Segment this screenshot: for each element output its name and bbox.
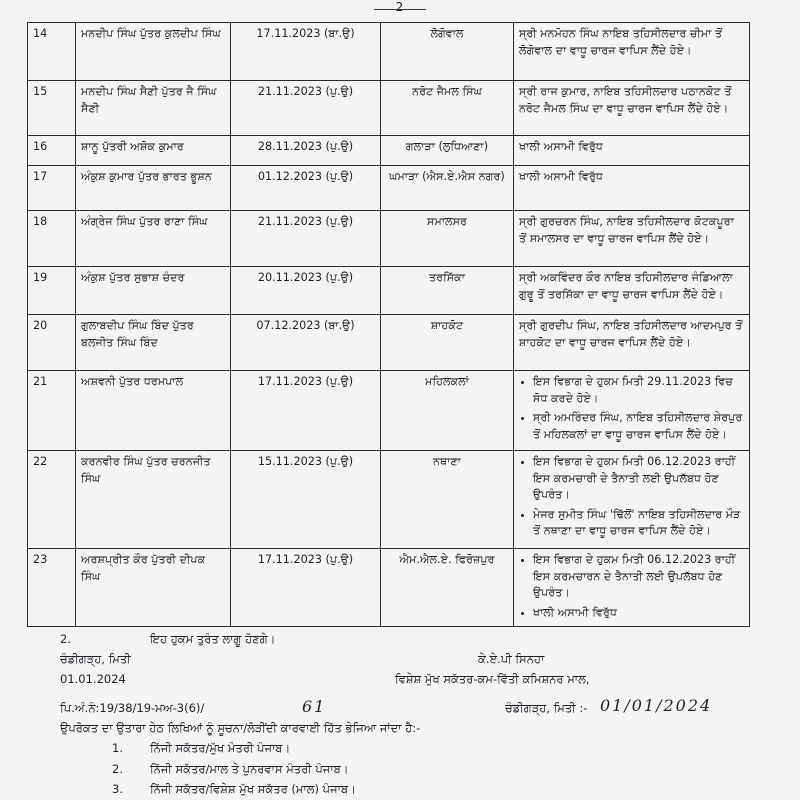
remark-text: ਸ੍ਰੀ ਗੁਰਦੀਪ ਸਿੰਘ, ਨਾਇਬ ਤਹਿਸੀਲਦਾਰ ਆਦਮਪੁਰ ਤੋਂ ਸ਼ਾਹਕੋਟ ਦਾ ਵਾਧੂ ਚਾਰਜ ਵਾਪਿਸ ਲੈਂਦੇ ਹੋਏ। [519, 319, 743, 349]
page-number: 2 [360, 0, 440, 14]
posting-place: ਸਮਾਲਸਰ [381, 211, 514, 267]
posting-place: ਨਰੋਟ ਜੈਮਲ ਸਿੰਘ [381, 81, 514, 136]
posting-place: ਗਲਾੜਾ (ਲੁਧਿਆਣਾ) [381, 136, 514, 166]
employee-name: ਮਨਦੀਪ ਸਿੰਘ ਸੈਣੀ ਪੁੱਤਰ ਜੈ ਸਿੰਘ ਸੈਣੀ [76, 81, 231, 136]
table-row [28, 267, 750, 315]
table-row [28, 371, 750, 451]
reference-place-date-label: ਚੰਡੀਗੜ੍ਹ, ਮਿਤੀ :- [505, 701, 588, 715]
joining-date: 07.12.2023 (ਬਾ.ਉ) [231, 315, 381, 371]
para-number: 2. [60, 632, 71, 646]
recipient-3-text: ਨਿੱਜੀ ਸਕੱਤਰ/ਵਿਸ਼ੇਸ਼ ਮੁੱਖ ਸਕੱਤਰ (ਮਾਲ) ਪੰਜਾਬ। [150, 782, 356, 796]
posting-place: ਸ਼ਾਹਕੋਟ [381, 315, 514, 371]
remarks-list [519, 374, 744, 443]
remarks [514, 136, 750, 166]
joining-date: 01.12.2023 (ਪੁ.ਉ) [231, 166, 381, 211]
serial-number: 21 [28, 371, 76, 451]
remarks [514, 211, 750, 267]
joining-date: 17.11.2023 (ਬਾ.ਉ) [231, 23, 381, 81]
table-row [28, 211, 750, 267]
employee-name: ਅਸ਼ਵਨੀ ਪੁੱਤਰ ਧਰਮਪਾਲ [76, 371, 231, 451]
table-row [28, 166, 750, 211]
employee-name: ਗੁਲਾਬਦੀਪ ਸਿੰਘ ਬਿੰਦ ਪੁੱਤਰ ਬਲਜੀਤ ਸਿੰਘ ਬਿੰਦ [76, 315, 231, 371]
table-row [28, 315, 750, 371]
remarks-list [519, 552, 744, 621]
serial-number: 15 [28, 81, 76, 136]
posting-place: ਲੋਗੋਵਾਲ [381, 23, 514, 81]
remark-item: • ਇਸ ਵਿਭਾਗ ਦੇ ਹੁਕਮ ਮਿਤੀ 06.12.2023 ਰਾਹੀਂ ਇਸ ਕਰਮਚਾਰੀ ਦੇ ਤੈਨਾਤੀ ਲਈ ਉਪਲੱਬਧ ਹੋਣ ਉਪਰੰਤ। [533, 454, 744, 504]
serial-number: 19 [28, 267, 76, 315]
remarks [514, 451, 750, 549]
copy-forwarding-line: ਉਪਰੋਕਤ ਦਾ ਉਤਾਰਾ ਹੇਠ ਲਿਖਿਆਂ ਨੂੰ ਸੂਚਨਾ/ਲੋੜੀਂਦੀ ਕਾਰਵਾਈ ਹਿੱਤ ਭੇਜਿਆ ਜਾਂਦਾ ਹੈ:- [60, 721, 421, 735]
transfer-orders-table [27, 22, 750, 627]
serial-number: 17 [28, 166, 76, 211]
remark-text: ਖਾਲੀ ਅਸਾਮੀ ਵਿਰੁੱਧ [519, 140, 603, 153]
employee-name: ਸ਼ਾਨੂ ਪੁੱਤਰੀ ਅਸ਼ੋਕ ਕੁਮਾਰ [76, 136, 231, 166]
reference-handwritten-number: 61 [302, 697, 327, 716]
employee-name: ਕਰਨਵੀਰ ਸਿੰਘ ਪੁੱਤਰ ਚਰਨਜੀਤ ਸਿੰਘ [76, 451, 231, 549]
remarks [514, 23, 750, 81]
remarks [514, 371, 750, 451]
joining-date: 21.11.2023 (ਪੁ.ਉ) [231, 81, 381, 136]
remarks [514, 166, 750, 211]
recipient-2-number: 2. [112, 762, 123, 776]
recipient-1-number: 1. [112, 741, 123, 755]
table-row [28, 136, 750, 166]
remark-item: • ਸ੍ਰੀ ਅਮਰਿੰਦਰ ਸਿੰਘ, ਨਾਇਬ ਤਹਿਸੀਲਦਾਰ ਸ਼ੇਰਪੁਰ ਤੋਂ ਮਹਿਲਕਲਾਂ ਦਾ ਵਾਧੂ ਚਾਰਜ ਵਾਪਿਸ ਲੈਂਦੇ ਹੋਏ। [533, 410, 744, 443]
remarks [514, 81, 750, 136]
recipient-3-number: 3. [112, 782, 123, 796]
remarks [514, 549, 750, 627]
joining-date: 15.11.2023 (ਪੁ.ਉ) [231, 451, 381, 549]
remark-text: ਸ੍ਰੀ ਅਕਵਿੰਦਰ ਕੌਰ ਨਾਇਬ ਤਹਿਸੀਲਦਾਰ ਜੰਡਿਆਲਾ ਗੁਰੂ ਤੋਂ ਤਰਸਿੱਕਾ ਦਾ ਵਾਧੂ ਚਾਰਜ ਵਾਪਿਸ ਲੈਂਦੇ ਹੋਏ। [519, 271, 733, 301]
serial-number: 20 [28, 315, 76, 371]
remark-item: • ਮੇਜਰ ਸੁਮੀਤ ਸਿੰਘ 'ਢਿੱਲੋਂ' ਨਾਇਬ ਤਹਿਸੀਲਦਾਰ ਮੌੜ ਤੋਂ ਨਥਾਣਾ ਦਾ ਵਾਧੂ ਚਾਰਜ ਵਾਪਿਸ ਲੈਂਦੇ ਹੋਏ। [533, 507, 744, 540]
reference-number: ਪਿ.ਅੰ.ਨੰ:19/38/19-ਮਅ-3(6)/ [60, 701, 205, 715]
employee-name: ਅਰਸ਼ਪ੍ਰੀਤ ਕੌਰ ਪੁੱਤਰੀ ਦੀਪਕ ਸਿੰਘ [76, 549, 231, 627]
posting-place: ਮਹਿਲਕਲਾਂ [381, 371, 514, 451]
remarks [514, 315, 750, 371]
recipient-2-text: ਨਿੱਜੀ ਸਕੱਤਰ/ਮਾਲ ਤੇ ਪੁਨਰਵਾਸ ਮੰਤਰੀ ਪੰਜਾਬ। [150, 762, 349, 776]
table-row [28, 451, 750, 549]
remarks-list [519, 454, 744, 540]
employee-name: ਅੰਕੁਸ਼ ਪੁੱਤਰ ਸੁਭਾਸ਼ ਚੰਦਰ [76, 267, 231, 315]
employee-name: ਅੰਗ੍ਰੇਜ ਸਿੰਘ ਪੁੱਤਰ ਰਾਣਾ ਸਿੰਘ [76, 211, 231, 267]
posting-place: ਘਮਾੜਾ (ਐਸ.ਏ.ਐਸ ਨਗਰ) [381, 166, 514, 211]
serial-number: 23 [28, 549, 76, 627]
serial-number: 22 [28, 451, 76, 549]
reference-handwritten-date: 01/01/2024 [600, 696, 713, 715]
posting-place: ਨਥਾਣਾ [381, 451, 514, 549]
recipient-1-text: ਨਿੱਜੀ ਸਕੱਤਰ/ਮੁੱਖ ਮੰਤਰੀ ਪੰਜਾਬ। [150, 741, 291, 755]
remark-text: ਸ੍ਰੀ ਮਨਮੋਹਨ ਸਿੰਘ ਨਾਇਬ ਤਹਿਸੀਲਦਾਰ ਚੀਮਾ ਤੋਂ ਲੋਗੋਵਾਲ ਦਾ ਵਾਧੂ ਚਾਰਜ ਵਾਪਿਸ ਲੈਂਦੇ ਹੋਏ। [519, 27, 723, 57]
remark-item: • ਇਸ ਵਿਭਾਗ ਦੇ ਹੁਕਮ ਮਿਤੀ 06.12.2023 ਰਾਹੀਂ ਇਸ ਕਰਮਚਾਰਨ ਦੇ ਤੈਨਾਤੀ ਲਈ ਉਪਲੱਬਧ ਹੋਣ ਉਪਰੰਤ। [533, 552, 744, 602]
joining-date: 17.11.2023 (ਪੁ.ਉ) [231, 371, 381, 451]
remarks [514, 267, 750, 315]
remark-text: ਸ੍ਰੀ ਰਾਜ ਕੁਮਾਰ, ਨਾਇਬ ਤਹਿਸੀਲਦਾਰ ਪਠਾਨਕੋਟ ਤੋਂ ਨਰੋਟ ਜੈਮਲ ਸਿੰਘ ਦਾ ਵਾਧੂ ਚਾਰਜ ਵਾਪਿਸ ਲੈਂਦੇ ਹੋਏ। [519, 85, 732, 115]
employee-name: ਮਨਦੀਪ ਸਿੰਘ ਪੁੱਤਰ ਕੁਲਦੀਪ ਸਿੰਘ [76, 23, 231, 81]
remark-item: • ਇਸ ਵਿਭਾਗ ਦੇ ਹੁਕਮ ਮਿਤੀ 29.11.2023 ਵਿਚ ਸੋਧ ਕਰਦੇ ਹੋਏ। [533, 374, 744, 407]
remark-text: ਸ੍ਰੀ ਗੁਰਚਰਨ ਸਿੰਘ, ਨਾਇਬ ਤਹਿਸੀਲਦਾਰ ਕੋਟਕਪੂਰਾ ਤੋਂ ਸਮਾਲਸਰ ਦਾ ਵਾਧੂ ਚਾਰਜ ਵਾਪਿਸ ਲੈਂਦੇ ਹੋਏ। [519, 215, 734, 245]
remark-item: • ਖਾਲੀ ਅਸਾਮੀ ਵਿਰੁੱਧ [533, 605, 744, 622]
posting-place: ਐਮ.ਐਲ.ਏ. ਫਿਰੋਜ਼ਪੁਰ [381, 549, 514, 627]
joining-date: 17.11.2023 (ਪੁ.ਉ) [231, 549, 381, 627]
place-date-label: ਚੰਡੀਗੜ੍ਹ, ਮਿਤੀ [60, 652, 131, 666]
joining-date: 20.11.2023 (ਪੁ.ਉ) [231, 267, 381, 315]
signatory-name: ਕੇ.ਏ.ਪੀ ਸਿਨਹਾ [478, 652, 545, 666]
table-row [28, 81, 750, 136]
table-row [28, 23, 750, 81]
serial-number: 14 [28, 23, 76, 81]
joining-date: 21.11.2023 (ਪੁ.ਉ) [231, 211, 381, 267]
joining-date: 28.11.2023 (ਪੁ.ਉ) [231, 136, 381, 166]
order-date: 01.01.2024 [60, 672, 126, 686]
table-row [28, 549, 750, 627]
serial-number: 18 [28, 211, 76, 267]
employee-name: ਅੰਕੁਸ਼ ਕੁਮਾਰ ਪੁੱਤਰ ਭਾਰਤ ਭੂਸ਼ਨ [76, 166, 231, 211]
serial-number: 16 [28, 136, 76, 166]
signatory-title: ਵਿਸ਼ੇਸ਼ ਮੁੱਖ ਸਕੱਤਰ-ਕਮ-ਵਿੱਤੀ ਕਮਿਸ਼ਨਰ ਮਾਲ, [395, 672, 590, 686]
para-text: ਇਹ ਹੁਕਮ ਤੁਰੰਤ ਲਾਗੂ ਹੋਣਗੇ। [150, 632, 276, 646]
remark-text: ਖਾਲੀ ਅਸਾਮੀ ਵਿਰੁੱਧ [519, 170, 603, 183]
posting-place: ਤਰਸਿੱਕਾ [381, 267, 514, 315]
